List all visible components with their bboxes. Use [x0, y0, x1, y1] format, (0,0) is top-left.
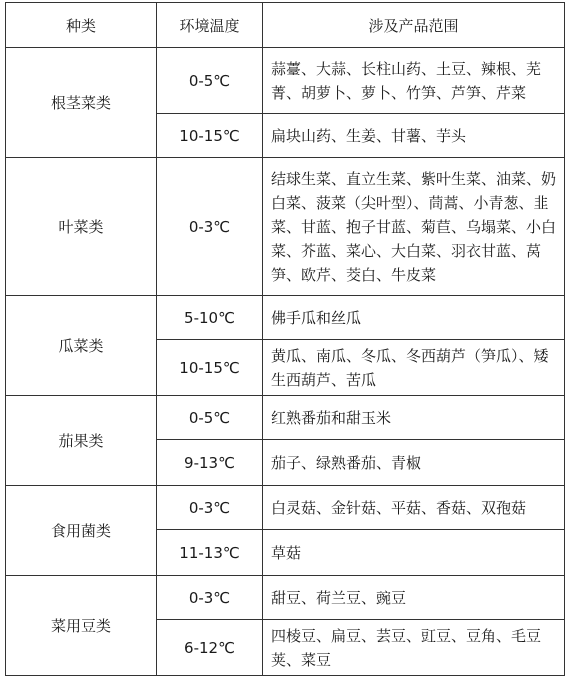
header-temperature: 环境温度: [157, 3, 263, 48]
header-category: 种类: [6, 3, 157, 48]
temperature-cell: 10-15℃: [157, 114, 263, 158]
products-cell: 茄子、绿熟番茄、青椒: [263, 440, 565, 486]
temperature-cell: 0-3℃: [157, 486, 263, 530]
products-cell: 白灵菇、金针菇、平菇、香菇、双孢菇: [263, 486, 565, 530]
products-cell: 四棱豆、扁豆、芸豆、豇豆、豆角、毛豆荚、菜豆: [263, 620, 565, 676]
products-cell: 甜豆、荷兰豆、豌豆: [263, 576, 565, 620]
products-cell: 蒜薹、大蒜、长柱山药、土豆、辣根、芜菁、胡萝卜、萝卜、竹笋、芦笋、芹菜: [263, 48, 565, 114]
header-row: [6, 3, 565, 48]
temperature-cell: 11-13℃: [157, 530, 263, 576]
temperature-cell: 6-12℃: [157, 620, 263, 676]
category-cell: 叶菜类: [6, 158, 157, 296]
products-cell: 扁块山药、生姜、甘薯、芋头: [263, 114, 565, 158]
storage-temperature-table: [5, 2, 565, 676]
products-cell: 结球生菜、直立生菜、紫叶生菜、油菜、奶白菜、菠菜（尖叶型）、茼蒿、小青葱、韭菜、甘蓝、抱子甘蓝、菊苣、乌塌菜、小白菜、芥蓝、菜心、大白菜、羽衣甘蓝、莴笋、欧芹、茭白、牛皮菜: [263, 158, 565, 296]
category-cell: 茄果类: [6, 396, 157, 486]
products-cell: 黄瓜、南瓜、冬瓜、冬西葫芦（笋瓜）、矮生西葫芦、苦瓜: [263, 340, 565, 396]
table-row: [6, 396, 565, 440]
category-cell: 食用菌类: [6, 486, 157, 576]
temperature-cell: 0-5℃: [157, 48, 263, 114]
category-cell: 菜用豆类: [6, 576, 157, 676]
products-cell: 佛手瓜和丝瓜: [263, 296, 565, 340]
table-row: [6, 576, 565, 620]
temperature-cell: 0-3℃: [157, 158, 263, 296]
table-row: [6, 48, 565, 114]
category-cell: 瓜菜类: [6, 296, 157, 396]
temperature-cell: 0-5℃: [157, 396, 263, 440]
products-cell: 红熟番茄和甜玉米: [263, 396, 565, 440]
temperature-cell: 0-3℃: [157, 576, 263, 620]
table-row: [6, 486, 565, 530]
table-row: [6, 158, 565, 296]
temperature-cell: 9-13℃: [157, 440, 263, 486]
temperature-cell: 10-15℃: [157, 340, 263, 396]
table-row: [6, 296, 565, 340]
header-products: 涉及产品范围: [263, 3, 565, 48]
temperature-cell: 5-10℃: [157, 296, 263, 340]
category-cell: 根茎菜类: [6, 48, 157, 158]
products-cell: 草菇: [263, 530, 565, 576]
